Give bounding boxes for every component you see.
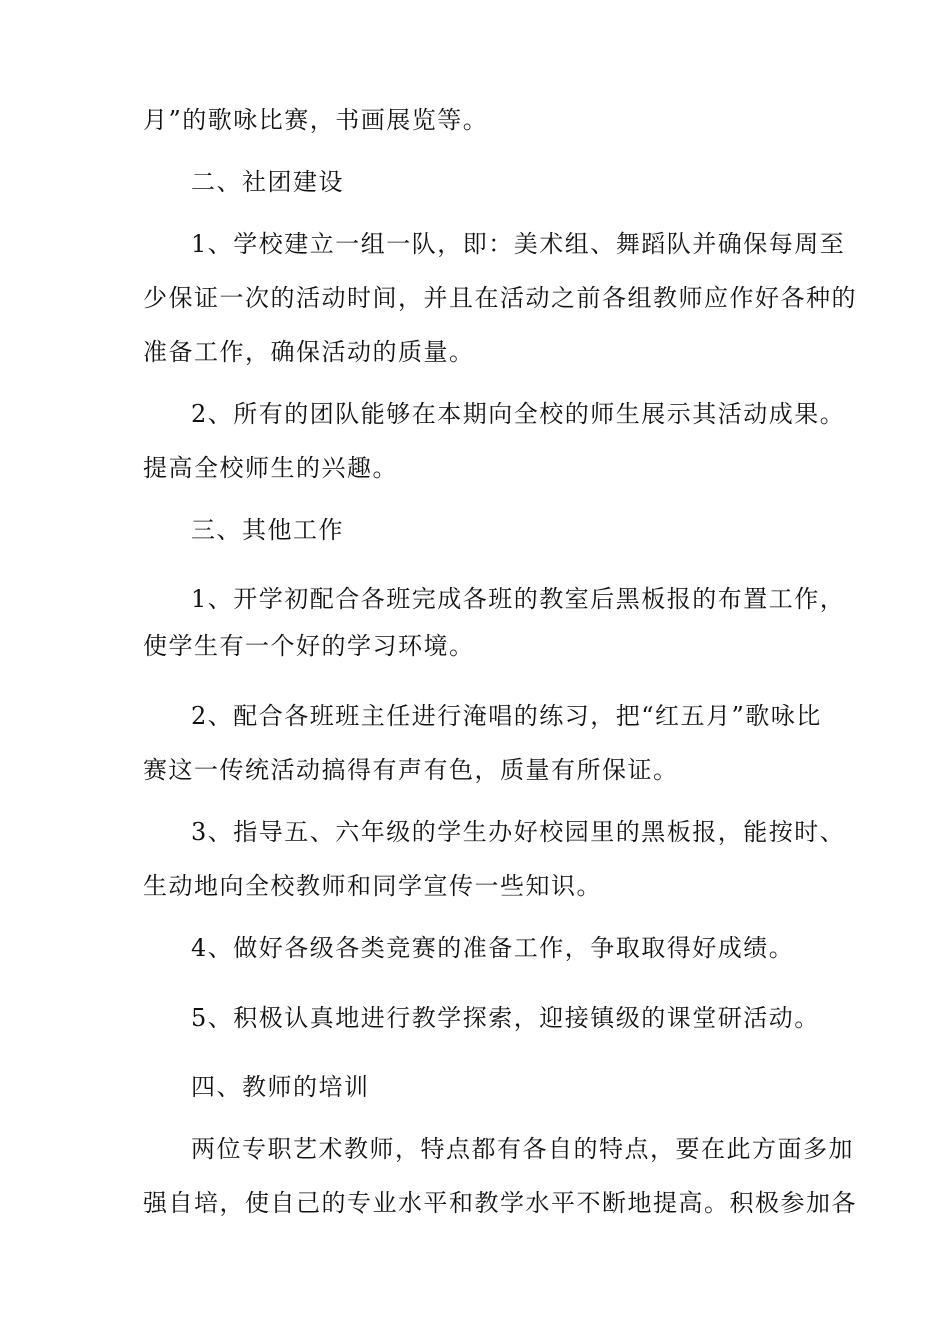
- paragraph-line: 使学生有一个好的学习环境。: [143, 632, 475, 660]
- paragraph-line: 准备工作，确保活动的质量。: [143, 338, 475, 366]
- paragraph-line: 1、学校建立一组一队，即：美术组、舞蹈队并确保每周至: [191, 230, 846, 258]
- paragraph-line: 2、所有的团队能够在本期向全校的师生展示其活动成果。: [191, 400, 846, 428]
- paragraph-line: 月”的歌咏比赛，书画展览等。: [143, 106, 489, 134]
- paragraph-line: 提高全校师生的兴趣。: [143, 454, 398, 482]
- paragraph-line: 强自培，使自己的专业水平和教学水平不断地提高。积极参加各: [143, 1189, 857, 1217]
- section-heading: 二、社团建设: [191, 168, 344, 196]
- paragraph-line: 3、指导五、六年级的学生办好校园里的黑板报，能按时、: [191, 818, 846, 846]
- paragraph-line: 两位专职艺术教师，特点都有各自的特点，要在此方面多加: [191, 1135, 854, 1163]
- section-heading: 三、其他工作: [191, 516, 344, 544]
- section-heading: 四、教师的培训: [191, 1073, 370, 1101]
- paragraph-line: 生动地向全校教师和同学宣传一些知识。: [143, 872, 602, 900]
- paragraph-line: 5、积极认真地进行教学探索，迎接镇级的课堂研活动。: [191, 1004, 820, 1032]
- paragraph-line: 1、开学初配合各班完成各班的教室后黑板报的布置工作，: [191, 585, 846, 613]
- paragraph-line: 2、配合各班班主任进行淹唱的练习，把“红五月”歌咏比: [191, 702, 822, 730]
- paragraph-line: 4、做好各级各类竞赛的准备工作，争取取得好成绩。: [191, 934, 795, 962]
- paragraph-line: 少保证一次的活动时间，并且在活动之前各组教师应作好各种的: [143, 284, 857, 312]
- paragraph-line: 赛这一传统活动搞得有声有色，质量有所保证。: [143, 756, 679, 784]
